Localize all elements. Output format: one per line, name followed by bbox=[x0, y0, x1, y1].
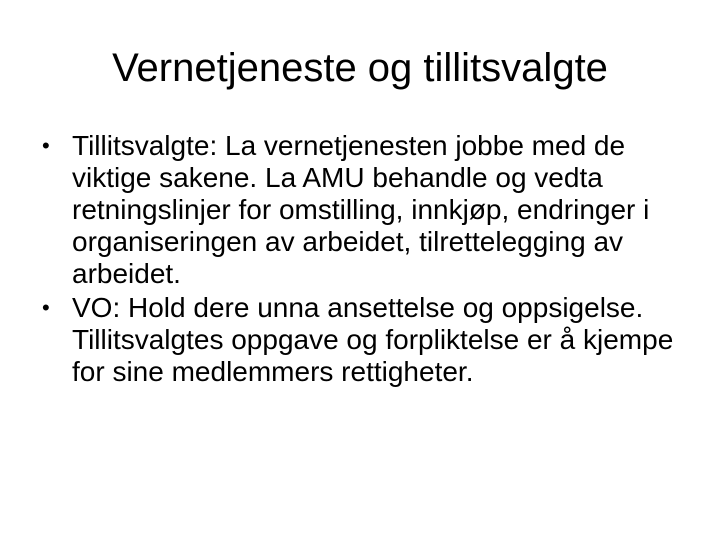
bullet-list bbox=[36, 130, 686, 390]
bullet-icon: • bbox=[42, 133, 50, 158]
bullet-text: VO: Hold dere unna ansettelse og oppsigelse. Tillitsvalgtes oppgave og forpliktelse er å kjempe for sine medlemmers rettigheter. bbox=[72, 292, 674, 387]
slide-title: Vernetjeneste og tillitsvalgte bbox=[112, 46, 608, 90]
bullet-icon: • bbox=[42, 295, 50, 320]
bullet-item bbox=[36, 130, 686, 290]
bullet-item bbox=[36, 292, 686, 388]
bullet-text: Tillitsvalgte: La vernetjenesten jobbe med de viktige sakene. La AMU behandle og vedta retningslinjer for omstilling, innkjøp, endringer i organiseringen av arbeidet, tilrettelegging av arbeidet. bbox=[72, 130, 650, 289]
